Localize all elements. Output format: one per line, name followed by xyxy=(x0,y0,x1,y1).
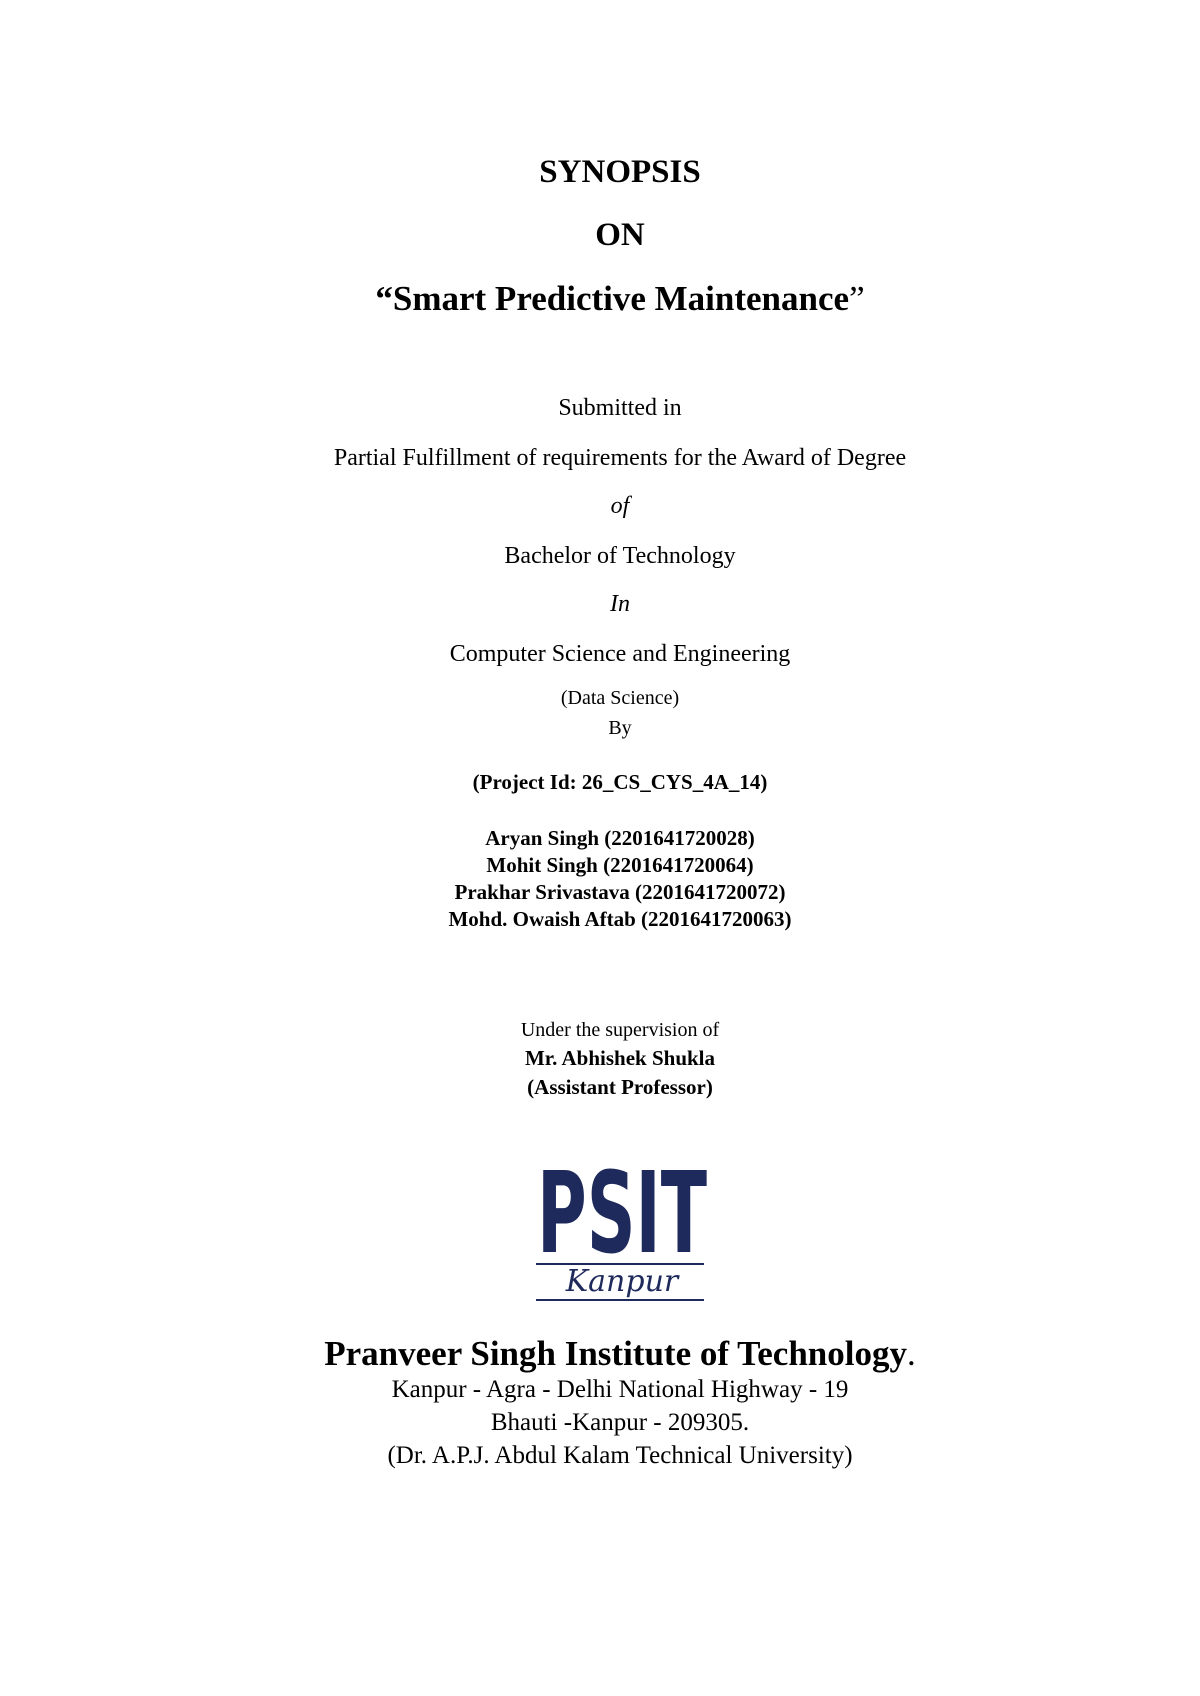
supervision-label: Under the supervision of xyxy=(520,1019,720,1041)
project-title xyxy=(0,281,1200,316)
heading-on: ON xyxy=(595,217,645,253)
logo-kanpur-text: Kanpur xyxy=(565,1264,679,1299)
title-text: Smart Predictive Maintenance xyxy=(392,279,850,318)
address-line-1: Kanpur - Agra - Delhi National Highway - 19 xyxy=(391,1376,849,1403)
by-text: By xyxy=(608,717,632,739)
student-name: Mohd. Owaish Aftab (2201641720063) xyxy=(448,907,792,931)
in-text: In xyxy=(610,591,630,617)
university-affiliation: (Dr. A.P.J. Abdul Kalam Technical University) xyxy=(387,1442,853,1469)
psit-kanpur-logo xyxy=(536,1160,708,1306)
specialization-text: (Data Science) xyxy=(560,687,680,709)
fulfillment-text: Partial Fulfillment of requirements for the Award of Degree xyxy=(333,445,907,471)
submitted-in-text: Submitted in xyxy=(558,395,682,421)
supervisor-name: Mr. Abhishek Shukla xyxy=(524,1046,716,1070)
branch-text: Computer Science and Engineering xyxy=(449,641,791,667)
student-name: Prakhar Srivastava (2201641720072) xyxy=(454,880,786,904)
logo-psit-text: PSIT xyxy=(537,1160,707,1279)
institute-name-text: Pranveer Singh Institute of Technology xyxy=(324,1334,907,1373)
title-open-quote: “ xyxy=(375,279,393,318)
student-name: Mohit Singh (2201641720064) xyxy=(486,853,754,877)
institute-name-suffix: . xyxy=(907,1334,916,1373)
heading-synopsis: SYNOPSIS xyxy=(539,154,701,190)
degree-text: Bachelor of Technology xyxy=(504,543,736,569)
address-line-2: Bhauti -Kanpur - 209305. xyxy=(490,1409,750,1436)
institute-name xyxy=(0,1336,1200,1371)
project-id: (Project Id: 26_CS_CYS_4A_14) xyxy=(472,770,768,794)
supervisor-designation: (Assistant Professor) xyxy=(527,1075,713,1099)
title-close-quote: ” xyxy=(849,279,865,318)
of-text: of xyxy=(610,493,630,519)
student-name: Aryan Singh (2201641720028) xyxy=(485,826,755,850)
